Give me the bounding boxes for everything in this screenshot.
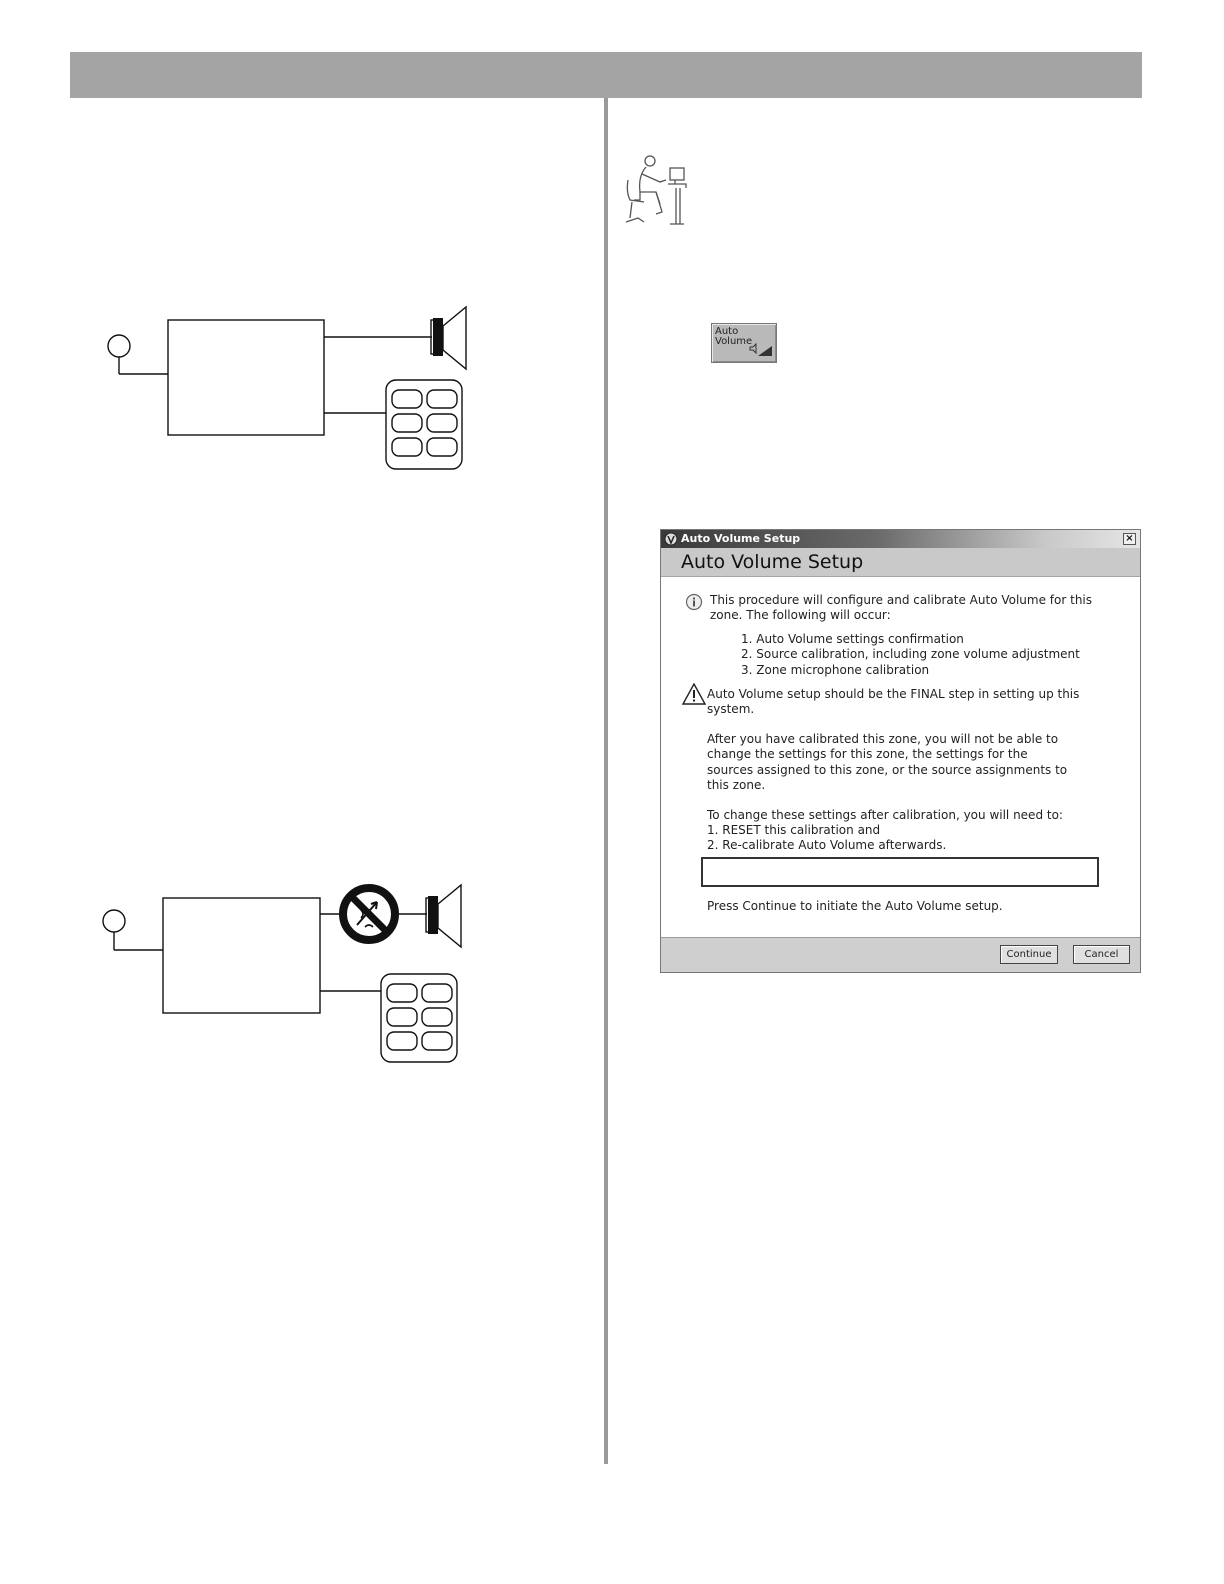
after-text-line: After you have calibrated this zone, you will not be able to	[707, 732, 1059, 746]
dialog-window-title: Auto Volume Setup	[681, 532, 801, 545]
auto-volume-button[interactable]	[711, 323, 777, 363]
change-text-line: 1. RESET this calibration and	[707, 823, 881, 837]
after-text-line: sources assigned to this zone, or the source assignments to	[707, 763, 1068, 777]
header-bar	[70, 52, 1142, 98]
info-text-line: This procedure will configure and calibrate Auto Volume for this	[710, 593, 1093, 607]
continue-button[interactable]: Continue	[1000, 945, 1058, 964]
step-item: 3. Zone microphone calibration	[741, 663, 930, 677]
column-divider	[604, 98, 608, 1464]
microphone-icon	[108, 335, 130, 357]
after-text-line: this zone.	[707, 778, 766, 792]
warning-text-line: Auto Volume setup should be the FINAL step in setting up this	[707, 687, 1080, 701]
close-icon[interactable]: ×	[1123, 533, 1136, 545]
zone-diagram-prohibited	[95, 880, 475, 1070]
cancel-button[interactable]: Cancel	[1073, 945, 1130, 964]
warning-icon	[682, 683, 706, 708]
prohibited-feedback-icon	[343, 888, 395, 940]
keypad-icon	[381, 974, 457, 1062]
after-text-line: change the settings for this zone, the settings for the	[707, 747, 1028, 761]
step-item: 2. Source calibration, including zone volume adjustment	[741, 647, 1080, 661]
dialog-footer	[661, 937, 1140, 972]
change-text-line: To change these settings after calibration, you will need to:	[707, 808, 1063, 822]
info-icon	[685, 593, 703, 614]
dialog-titlebar	[661, 530, 1140, 548]
press-continue-text: Press Continue to initiate the Auto Volume setup.	[707, 899, 1003, 913]
microphone-icon	[103, 910, 125, 932]
dialog-header	[661, 548, 1140, 577]
person-at-computer-icon	[620, 152, 690, 228]
info-text-line: zone. The following will occur:	[710, 608, 891, 622]
volume-icon	[748, 341, 774, 360]
dialog-heading: Auto Volume Setup	[681, 551, 864, 573]
auto-volume-label-line1: Auto	[715, 326, 739, 337]
dialog-body	[661, 577, 1140, 937]
dialog-text-box[interactable]	[701, 857, 1099, 887]
processor-box	[168, 320, 324, 435]
zone-diagram-correct	[100, 300, 480, 475]
step-item: 1. Auto Volume settings confirmation	[741, 632, 964, 646]
warning-text-line: system.	[707, 702, 755, 716]
auto-volume-label-line2: Volume	[715, 336, 753, 347]
auto-volume-setup-dialog	[660, 529, 1141, 973]
keypad-icon	[386, 380, 462, 469]
processor-box	[163, 898, 320, 1013]
app-icon	[664, 532, 678, 546]
change-text-line: 2. Re-calibrate Auto Volume afterwards.	[707, 838, 947, 852]
